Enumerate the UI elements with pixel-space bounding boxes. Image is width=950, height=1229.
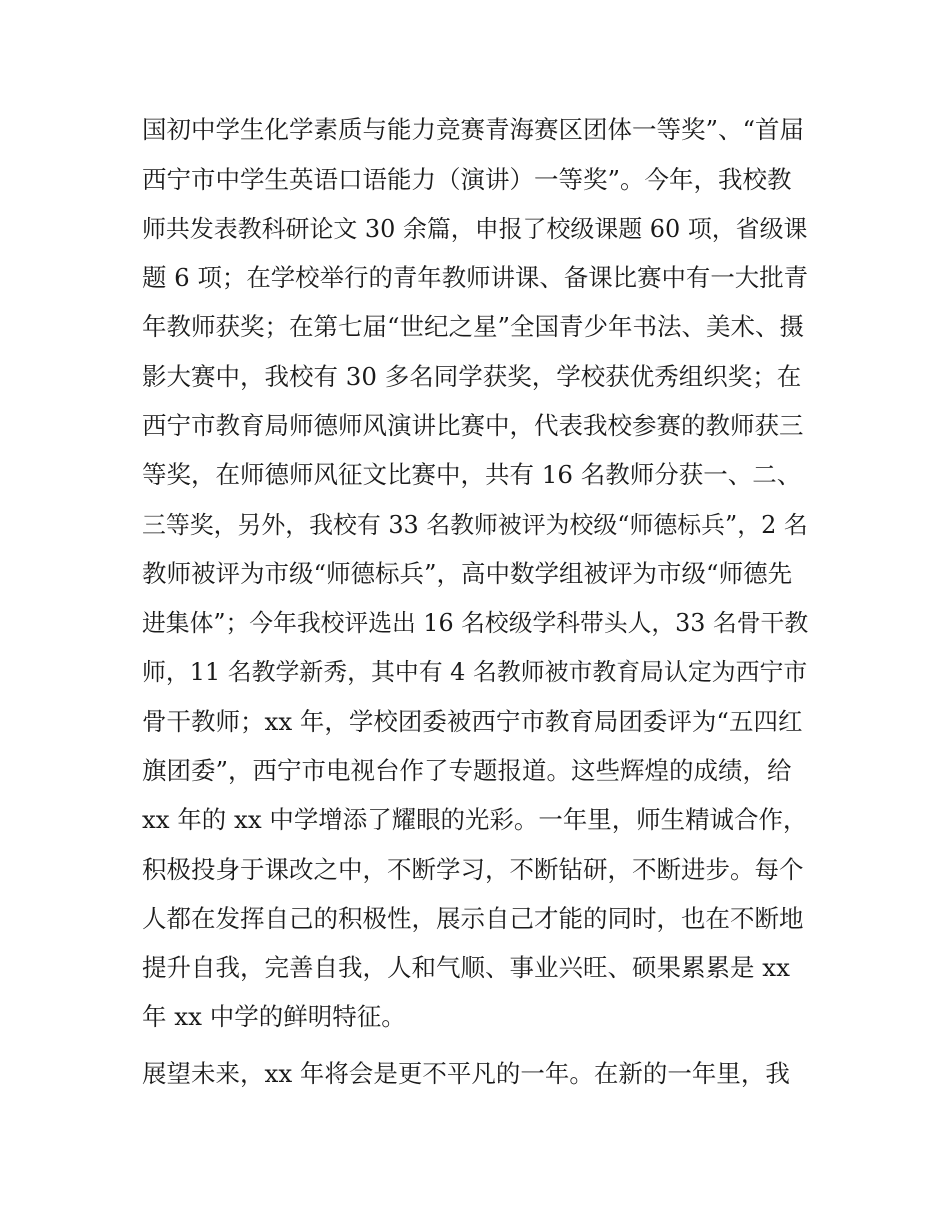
- text-line: 人都在发挥自己的积极性，展示自己才能的同时，也在不断地: [142, 904, 804, 933]
- text-line: 教师被评为市级“师德标兵”，高中数学组被评为市级“师德先: [142, 559, 793, 588]
- text-line: 西宁市教育局师德师风演讲比赛中，代表我校参赛的教师获三: [142, 411, 804, 440]
- text-line: 旗团委”，西宁市电视台作了专题报道。这些辉煌的成绩，给: [142, 756, 792, 785]
- text-line: 西宁市中学生英语口语能力（演讲）一等奖”。今年，我校教: [142, 165, 792, 194]
- text-line: 师，11 名教学新秀，其中有 4 名教师被市教育局认定为西宁市: [142, 658, 808, 686]
- text-line: 展望未来，xx 年将会是更不平凡的一年。在新的一年里，我: [142, 1059, 790, 1088]
- text-line: 年 xx 中学的鲜明特征。: [142, 1002, 406, 1031]
- text-line: 国初中学生化学素质与能力竞赛青海赛区团体一等奖”、“首届: [142, 115, 805, 144]
- text-line: 等奖，在师德师风征文比赛中，共有 16 名教师分获一、二、: [142, 460, 802, 489]
- text-line: 骨干教师；xx 年，学校团委被西宁市教育局团委评为“五四红: [142, 707, 803, 736]
- text-line: 年教师获奖；在第七届“世纪之星”全国青少年书法、美术、摄: [142, 312, 805, 341]
- text-line: 影大赛中，我校有 30 多名同学获奖，学校获优秀组织奖；在: [142, 362, 802, 391]
- text-line: 积极投身于课改之中，不断学习，不断钻研，不断进步。每个: [142, 855, 804, 884]
- text-line: 师共发表教科研论文 30 余篇，申报了校级课题 60 项，省级课: [142, 215, 808, 243]
- text-line: 三等奖，另外，我校有 33 名教师被评为校级“师德标兵”，2 名: [142, 511, 808, 539]
- text-line: xx 年的 xx 中学增添了耀眼的光彩。一年里，师生精诚合作，: [142, 805, 808, 834]
- text-line: 题 6 项；在学校举行的青年教师讲课、备课比赛中有一大批青: [142, 263, 809, 292]
- text-line: 提升自我，完善自我，人和气顺、事业兴旺、硕果累累是 xx: [142, 953, 790, 982]
- text-line: 进集体”；今年我校评选出 16 名校级学科带头人，33 名骨干教: [142, 609, 809, 637]
